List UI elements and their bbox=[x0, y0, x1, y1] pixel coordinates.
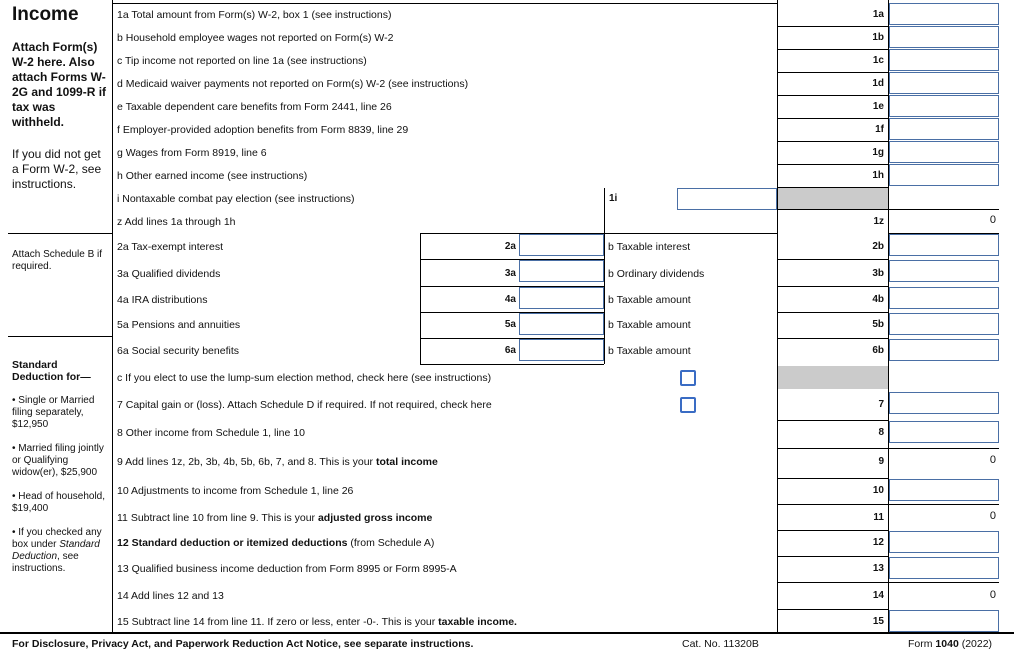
row-divider bbox=[777, 338, 888, 339]
section-title: Income bbox=[12, 4, 79, 25]
line-6a-input[interactable] bbox=[519, 339, 604, 361]
line-1d-label: d Medicaid waiver payments not reported on Form(s) W-2 (see instructions) bbox=[117, 78, 469, 90]
line-11-number: 11 bbox=[873, 512, 884, 523]
line-12-number: 12 bbox=[872, 537, 884, 548]
line-1h-number: 1h bbox=[872, 170, 884, 181]
line-4b-label: b Taxable amount bbox=[608, 294, 691, 306]
line-2a-input[interactable] bbox=[519, 234, 604, 256]
line-6b-number: 6b bbox=[872, 345, 884, 356]
row-divider bbox=[777, 259, 888, 260]
line-5b-label: b Taxable amount bbox=[608, 319, 691, 331]
line-1i-label: i Nontaxable combat pay election (see instructions) bbox=[117, 193, 355, 205]
line-6b-input[interactable] bbox=[889, 339, 999, 361]
line-14-number: 14 bbox=[872, 590, 884, 601]
row-divider bbox=[777, 530, 888, 531]
line-3a-number: 3a bbox=[504, 268, 516, 279]
shaded-cell bbox=[778, 366, 888, 389]
line-1c-input[interactable] bbox=[889, 49, 999, 71]
line-2b-number: 2b bbox=[872, 241, 884, 252]
line-3b-number: 3b bbox=[872, 268, 884, 279]
line-4a-input[interactable] bbox=[519, 287, 604, 309]
line-4a-label: 4a IRA distributions bbox=[117, 294, 208, 306]
line-1h-label: h Other earned income (see instructions) bbox=[117, 170, 308, 182]
line-10-label: 10 Adjustments to income from Schedule 1, line 26 bbox=[117, 485, 354, 497]
line-1g-label: g Wages from Form 8919, line 6 bbox=[117, 147, 267, 159]
line-3a-input[interactable] bbox=[519, 260, 604, 282]
line-4b-input[interactable] bbox=[889, 287, 999, 309]
std-hoh: • Head of household, $19,400 bbox=[12, 491, 106, 514]
line-1e-label: e Taxable dependent care benefits from Form 2441, line 26 bbox=[117, 101, 392, 113]
line-6c-label: c If you elect to use the lump-sum election method, check here (see instructions) bbox=[117, 372, 492, 384]
line-1f-input[interactable] bbox=[889, 118, 999, 140]
line-1d-input[interactable] bbox=[889, 72, 999, 94]
line-3b-input[interactable] bbox=[889, 260, 999, 282]
line-2b-input[interactable] bbox=[889, 234, 999, 256]
row-divider bbox=[777, 609, 888, 610]
line-1a-label: 1a Total amount from Form(s) W-2, box 1 (see instructions) bbox=[117, 9, 392, 21]
line-1b-number: 1b bbox=[872, 32, 884, 43]
line-1e-number: 1e bbox=[872, 101, 884, 112]
line-15-label: 15 Subtract line 14 from line 11. If zero or less, enter -0-. This is your taxable income. bbox=[117, 616, 517, 628]
line-2a-number: 2a bbox=[504, 241, 516, 252]
line-13-number: 13 bbox=[872, 563, 884, 574]
form-number: Form 1040 (2022) bbox=[908, 638, 993, 650]
row-divider bbox=[777, 72, 888, 73]
line-12-label: 12 Standard deduction or itemized deductions (from Schedule A) bbox=[117, 537, 435, 549]
line-11-label: 11 Subtract line 10 from line 9. This is your adjusted gross income bbox=[117, 512, 433, 524]
line-15-input[interactable] bbox=[889, 610, 999, 632]
line-2a-label: 2a Tax-exempt interest bbox=[117, 241, 224, 253]
schedule-b-note: Attach Schedule B if required. bbox=[12, 249, 103, 272]
row-divider bbox=[777, 582, 999, 583]
line-15-number: 15 bbox=[872, 616, 884, 627]
line-6a-label: 6a Social security benefits bbox=[117, 345, 239, 357]
row-divider bbox=[777, 478, 888, 479]
line-1e-input[interactable] bbox=[889, 95, 999, 117]
capital-gain-checkbox[interactable] bbox=[680, 397, 696, 413]
line-7-number: 7 bbox=[878, 399, 884, 410]
attach-w2-note: Attach Form(s) W-2 here. Also attach Forms W-2G and 1099-R if tax was withheld. bbox=[12, 40, 107, 129]
line-8-number: 8 bbox=[878, 427, 884, 438]
line-9-value: 0 bbox=[989, 454, 996, 466]
line-7-label: 7 Capital gain or (loss). Attach Schedule D if required. If not required, check here bbox=[117, 399, 492, 411]
std-married: • Married filing jointly or Qualifying widow(er), $25,900 bbox=[12, 443, 104, 478]
line-4a-number: 4a bbox=[504, 294, 516, 305]
line-1g-input[interactable] bbox=[889, 141, 999, 163]
line-9-label: 9 Add lines 1z, 2b, 3b, 4b, 5b, 6b, 7, and 8. This is your total income bbox=[117, 456, 438, 468]
row-divider bbox=[777, 141, 888, 142]
line-11-value: 0 bbox=[989, 510, 996, 522]
line-6a-number: 6a bbox=[504, 345, 516, 356]
row-divider bbox=[777, 95, 888, 96]
row-divider bbox=[777, 286, 888, 287]
line-1c-label: c Tip income not reported on line 1a (see instructions) bbox=[117, 55, 367, 67]
line-1f-number: 1f bbox=[875, 124, 884, 135]
row-divider bbox=[777, 187, 888, 188]
line-1d-number: 1d bbox=[872, 78, 884, 89]
line-1a-number: 1a bbox=[872, 9, 884, 20]
lump-sum-checkbox[interactable] bbox=[680, 370, 696, 386]
row-divider bbox=[777, 209, 999, 210]
line-1g-number: 1g bbox=[872, 147, 884, 158]
std-single: • Single or Married filing separately, $12,950 bbox=[12, 395, 95, 430]
line-1c-number: 1c bbox=[872, 55, 884, 66]
row-divider bbox=[888, 233, 999, 234]
line-13-input[interactable] bbox=[889, 557, 999, 579]
no-w2-note: If you did not get a Form W-2, see instructions. bbox=[12, 147, 102, 191]
std-checked-note: • If you checked any box under Standard Deduction, see instructions. bbox=[12, 527, 102, 574]
row-divider bbox=[777, 118, 888, 119]
line-3a-label: 3a Qualified dividends bbox=[117, 268, 221, 280]
line-1i-input[interactable] bbox=[677, 188, 777, 210]
sidebar-divider bbox=[8, 336, 112, 337]
left-column-border bbox=[112, 0, 113, 632]
line-1z-number: 1z bbox=[873, 216, 884, 227]
col-divider bbox=[604, 188, 605, 364]
line-5a-input[interactable] bbox=[519, 313, 604, 335]
line-14-label: 14 Add lines 12 and 13 bbox=[117, 590, 224, 602]
line-4b-number: 4b bbox=[872, 294, 884, 305]
shaded-cell bbox=[778, 188, 888, 210]
row-divider bbox=[777, 164, 888, 165]
line-10-number: 10 bbox=[872, 485, 884, 496]
sidebar-divider bbox=[8, 233, 112, 234]
row-divider bbox=[777, 504, 999, 505]
line-1b-label: b Household employee wages not reported on Form(s) W-2 bbox=[117, 32, 394, 44]
line-5a-label: 5a Pensions and annuities bbox=[117, 319, 241, 331]
footer-notice: For Disclosure, Privacy Act, and Paperwork Reduction Act Notice, see separate instructions. bbox=[12, 638, 474, 650]
line-9-number: 9 bbox=[878, 456, 884, 467]
row-divider bbox=[777, 420, 888, 421]
row-divider bbox=[777, 49, 888, 50]
line-13-label: 13 Qualified business income deduction from Form 8995 or Form 8995-A bbox=[117, 563, 457, 575]
row-divider bbox=[420, 364, 604, 365]
line-1f-label: f Employer-provided adoption benefits from Form 8839, line 29 bbox=[117, 124, 409, 136]
row-divider bbox=[777, 448, 999, 449]
line-8-label: 8 Other income from Schedule 1, line 10 bbox=[117, 427, 305, 439]
line-5b-number: 5b bbox=[872, 319, 884, 330]
std-deduction-title: Standard Deduction for— bbox=[12, 359, 91, 383]
catalog-number: Cat. No. 11320B bbox=[682, 638, 759, 650]
footer-rule bbox=[0, 632, 1014, 634]
line-3b-label: b Ordinary dividends bbox=[608, 268, 705, 280]
line-1h-input[interactable] bbox=[889, 164, 999, 186]
line-1a-input[interactable] bbox=[889, 3, 999, 25]
line-8-input[interactable] bbox=[889, 421, 999, 443]
line-7-input[interactable] bbox=[889, 392, 999, 414]
row-divider bbox=[777, 26, 888, 27]
line-14-value: 0 bbox=[989, 589, 996, 601]
line-1z-label: z Add lines 1a through 1h bbox=[117, 216, 236, 228]
row-divider bbox=[777, 556, 888, 557]
top-rule bbox=[112, 3, 777, 4]
line-12-input[interactable] bbox=[889, 531, 999, 553]
row-divider bbox=[777, 312, 888, 313]
line-1i-number: 1i bbox=[609, 193, 618, 204]
col-divider bbox=[420, 233, 421, 364]
line-1b-input[interactable] bbox=[889, 26, 999, 48]
line-5a-number: 5a bbox=[504, 319, 516, 330]
line-1z-value: 0 bbox=[989, 214, 996, 226]
line-10-input[interactable] bbox=[889, 479, 999, 501]
line-2b-label: b Taxable interest bbox=[608, 241, 691, 253]
line-5b-input[interactable] bbox=[889, 313, 999, 335]
line-6b-label: b Taxable amount bbox=[608, 345, 691, 357]
